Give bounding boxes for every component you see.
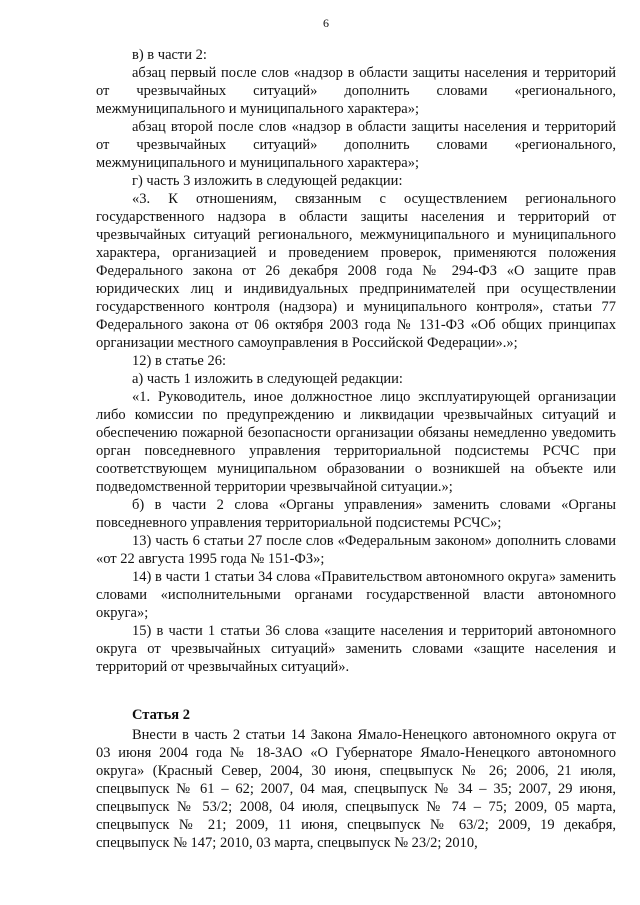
paragraph-part-1-text: «1. Руководитель, иное должностное лицо эксплуатирующей организации либо комиссии по предупреждению и ликвидации чрезвычайных ситуаций и обеспечению пожарной безопасности организации обязаны немедленно уведомить орган повседневного управления территориальной подсистемы РСЧС при соответствующем муниципальном образовании о возникшей на объекте или подведомственной территории чрезвычайной ситуации.»;: [96, 389, 616, 495]
paragraph-item-a: а) часть 1 изложить в следующей редакции:: [132, 371, 403, 387]
document-page: [96, 0, 616, 905]
paragraph-item-v: в) в части 2:: [132, 47, 207, 63]
document-body: [96, 46, 616, 852]
paragraph-item-15: 15) в части 1 статьи 36 слова «защите населения и территорий автономного округа от чрезвычайных ситуаций» заменить словами «защите населения и территорий от чрезвычайных ситуаций».: [96, 623, 616, 675]
paragraph-item-b: б) в части 2 слова «Органы управления» заменить словами «Органы повседневного управления территориальной подсистемы РСЧС»;: [96, 497, 616, 531]
paragraph-first-abzac: абзац первый после слов «надзор в области защиты населения и территорий от чрезвычайных ситуаций» дополнить словами «регионального, межмуниципального и муниципального характера»;: [96, 65, 616, 117]
paragraph-part-3-text: «3. К отношениям, связанным с осуществлением регионального государственного надзора в области защиты населения и территорий от чрезвычайных ситуаций регионального, межмуниципального и муниципального характера, организацией и проведением проверок, применяются положения Федерального закона от 26 декабря 2008 года № 294-ФЗ «О защите прав юридических лиц и индивидуальных предпринимателей при осуществлении государственного контроля (надзора) и муниципального контроля», статьи 77 Федерального закона от 06 октября 2003 года № 131-ФЗ «Об общих принципах организации местного самоуправления в Российской Федерации».»;: [96, 191, 616, 351]
page-number: 6: [323, 16, 329, 30]
article-paragraph: Внести в часть 2 статьи 14 Закона Ямало-Ненецкого автономного округа от 03 июня 2004 года № 18-ЗАО «О Губернаторе Ямало-Ненецкого автономного округа» (Красный Север, 2004, 30 июня, спецвыпуск № 26; 2006, 21 июля, спецвыпуск № 61 – 62; 2007, 04 мая, спецвыпуск № 34 – 35; 2007, 29 июня, спецвыпуск № 53/2; 2008, 04 июля, спецвыпуск № 74 – 75; 2009, 05 марта, спецвыпуск № 21; 2009, 11 июня, спецвыпуск № 63/2; 2009, 19 декабря, спецвыпуск № 147; 2010, 03 марта, спецвыпуск № 23/2; 2010,: [96, 727, 616, 851]
paragraph-second-abzac: абзац второй после слов «надзор в области защиты населения и территорий от чрезвычайных ситуаций» дополнить словами «регионального, межмуниципального и муниципального характера»;: [96, 119, 616, 171]
paragraph-item-13: 13) часть 6 статьи 27 после слов «Федеральным законом» дополнить словами «от 22 августа 1995 года № 151-ФЗ»;: [96, 533, 616, 567]
paragraph-item-g: г) часть 3 изложить в следующей редакции:: [132, 173, 403, 189]
paragraph-item-12: 12) в статье 26:: [132, 353, 226, 369]
paragraph-item-14: 14) в части 1 статьи 34 слова «Правительством автономного округа» заменить словами «исполнительными органами государственной власти автономного округа»;: [96, 569, 616, 621]
article-heading: Статья 2: [132, 707, 190, 723]
